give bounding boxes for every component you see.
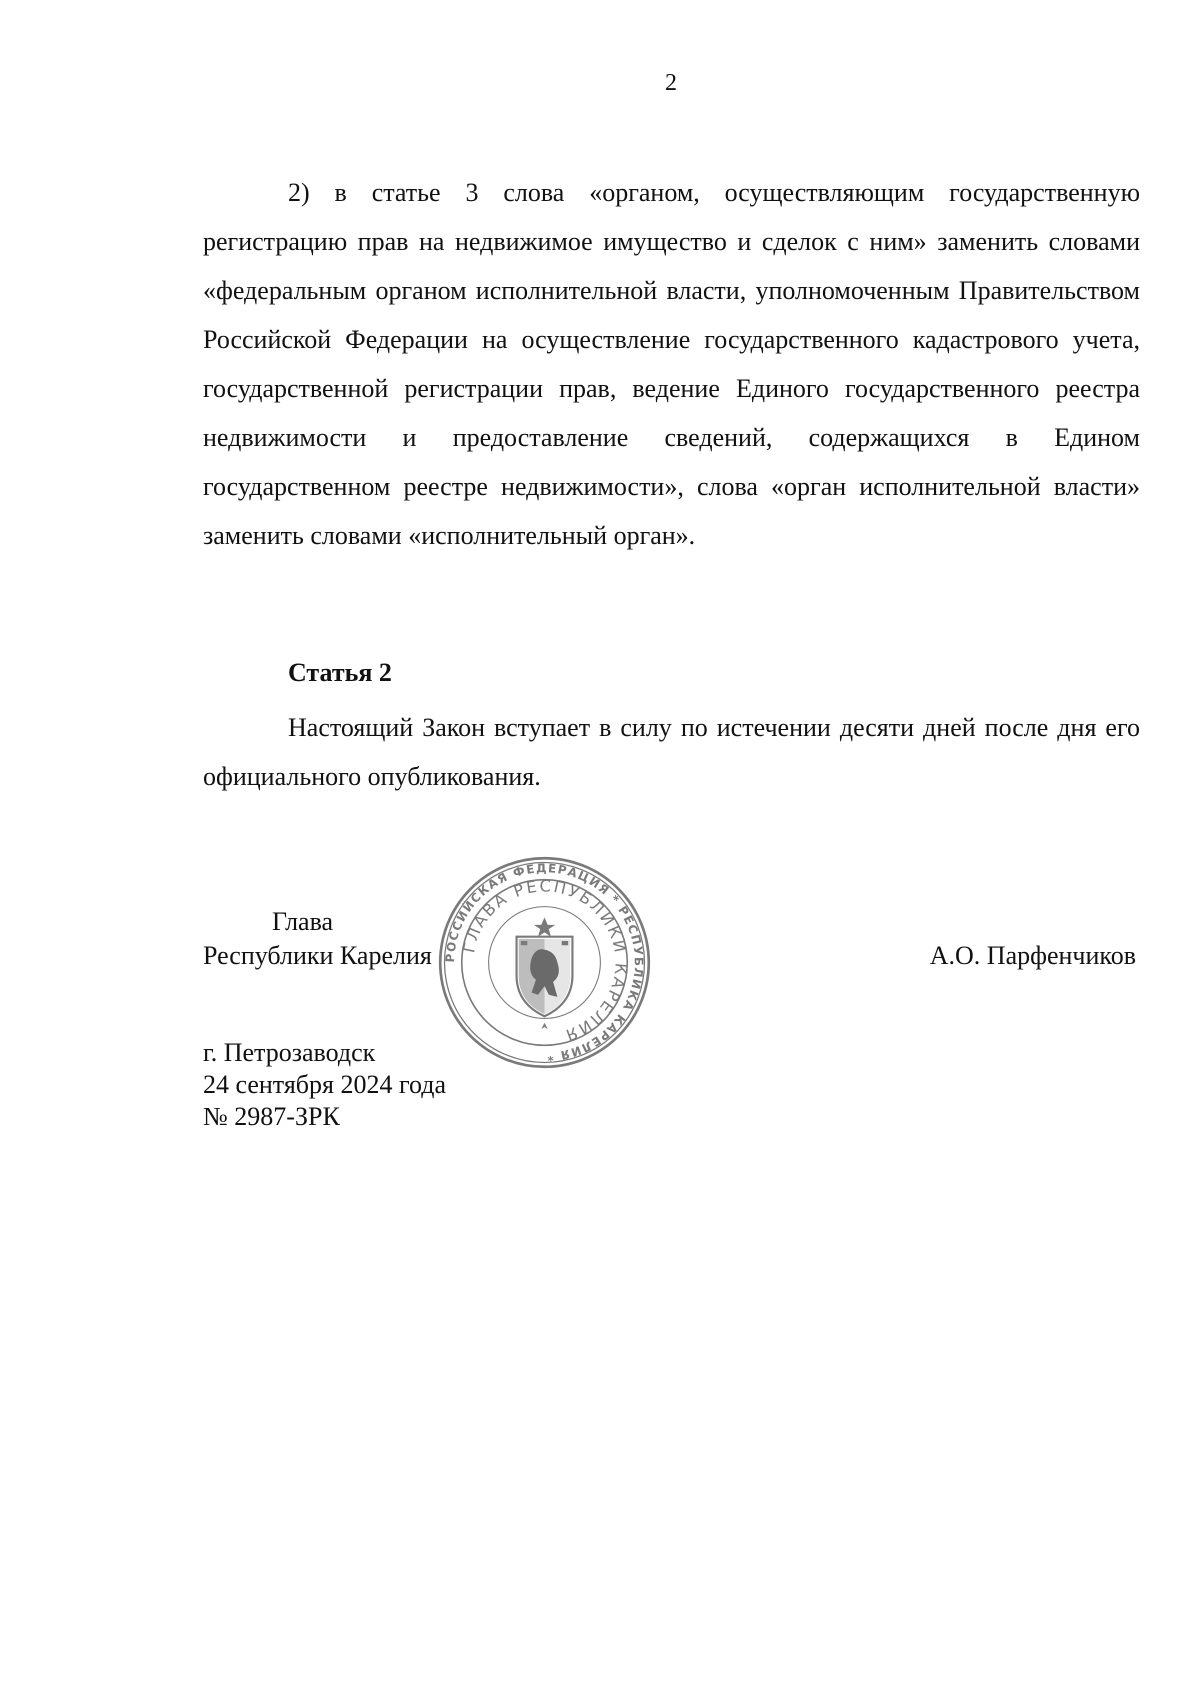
signatory-title-line1: Глава bbox=[272, 907, 334, 936]
official-seal-icon bbox=[437, 855, 652, 1070]
law-number: № 2987-ЗРК bbox=[203, 1102, 340, 1131]
paragraph-amendment: 2) в статье 3 слова «органом, осуществляющим государственную регистрацию прав на недвижимое имущество и сделок с ним» заменить словами «федеральным органом исполнительной власти, уполномоченным Правительством Российской Федерации на осуществление государственного кадастрового учета, государственной регистрации прав, ведение Единого государственного реестра недвижимости и предоставление сведений, содержащихся в Едином государственном реестре недвижимости», слова «орган исполнительной власти» заменить словами «исполнительный орган». bbox=[203, 178, 1140, 550]
seal-inner-text: ГЛАВА РЕСПУБЛИКИ КАРЕЛИЯ bbox=[459, 876, 631, 1046]
place-of-signing: г. Петрозаводск bbox=[203, 1038, 376, 1067]
seal-outer-text: РОССИЙСКАЯ ФЕДЕРАЦИЯ * РЕСПУБЛИКА КАРЕЛИЯ * bbox=[443, 861, 646, 1064]
page-number: 2 bbox=[665, 70, 677, 96]
coat-of-arms-icon bbox=[517, 917, 573, 1029]
article-heading: Статья 2 bbox=[288, 658, 392, 687]
signatory-name: А.О. Парфенчиков bbox=[929, 941, 1136, 970]
signatory-title-line2: Республики Карелия bbox=[203, 941, 432, 970]
paragraph-effective-date: Настоящий Закон вступает в силу по истечении десяти дней после дня его официального опубликования. bbox=[203, 713, 1140, 791]
date-of-signing: 24 сентября 2024 года bbox=[203, 1070, 447, 1099]
